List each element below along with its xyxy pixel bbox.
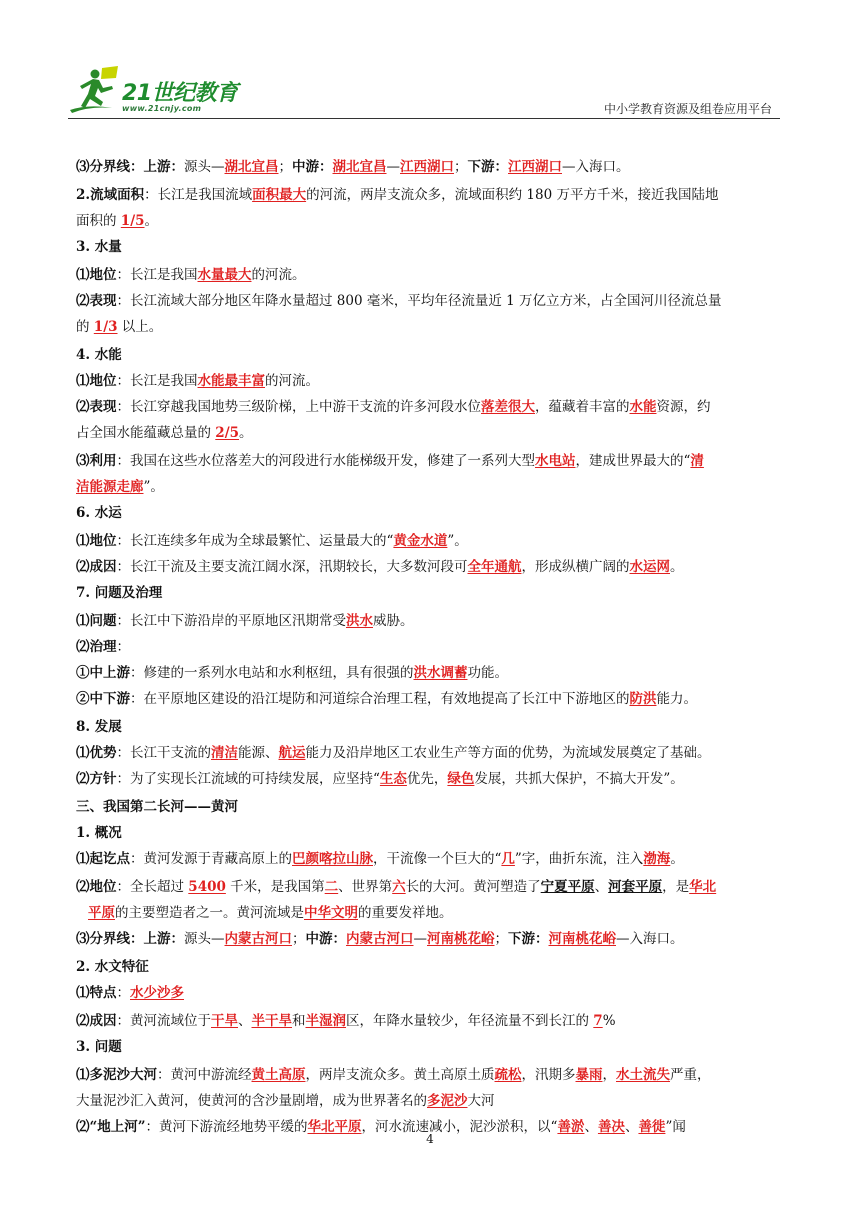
body-text: ，建成世界最大的“ [575, 453, 691, 469]
text-line [76, 582, 162, 604]
page-number: 4 [426, 1132, 434, 1146]
body-text: ： [116, 639, 130, 655]
keyword-answer: 水少沙多 [130, 985, 184, 1001]
keyword-answer: 绿色 [447, 771, 475, 787]
keyword-answer: 生态 [379, 771, 407, 787]
body-text: 和 [292, 1013, 306, 1029]
keyword-answer: 清洁 [211, 745, 238, 761]
body-text: 以上。 [117, 319, 163, 335]
text-line [76, 156, 630, 178]
body-text: 发展，共抓大保护，不搞大开发”。 [474, 771, 684, 787]
body-text: ：修建的一系列水电站和水利枢纽，具有很强的 [130, 665, 414, 681]
keyword-answer: 半湿润 [305, 1013, 346, 1029]
keyword-answer: 水量最大 [197, 267, 252, 283]
bold-label: ①中上游 [76, 665, 130, 681]
body-text: ：黄河下游流经地势平缓的 [145, 1119, 308, 1135]
bold-label: 1. 概况 [76, 825, 122, 841]
body-text: ，干流像一个巨大的“ [373, 851, 502, 867]
body-text: 千米，是我国第 [225, 879, 325, 895]
page-header [68, 58, 780, 120]
logo-url: www.21cnjy.com [122, 104, 202, 113]
text-line [76, 956, 149, 978]
runner-logo-icon [68, 64, 124, 116]
bold-label: ⑴特点 [76, 985, 117, 1001]
keyword-answer: 水运网 [629, 559, 670, 575]
keyword-answer: 1/5 [120, 213, 145, 229]
text-line [76, 264, 306, 286]
text-line [76, 848, 684, 870]
keyword-answer: 黄土高原 [251, 1067, 306, 1083]
text-line [76, 796, 238, 818]
body-text: ”字，曲折东流，注入 [514, 851, 644, 867]
keyword-answer: 黄金水道 [393, 533, 448, 549]
text-line [76, 502, 122, 524]
body-text: 能力及沿岸地区工农业生产等方面的优势，为流域发展奠定了基础。 [305, 745, 711, 761]
body-text: ”。 [447, 533, 468, 549]
bold-label: ⑴起讫点 [76, 851, 130, 867]
text-line [76, 530, 468, 552]
body-text: — [386, 159, 400, 175]
header-divider [68, 118, 780, 119]
text-line [76, 982, 184, 1004]
keyword-answer: 渤海 [643, 851, 671, 867]
text-line [76, 316, 162, 338]
keyword-answer: 干旱 [211, 1013, 238, 1029]
keyword-answer: 洪水 [346, 613, 373, 629]
body-text: —入海口。 [616, 931, 684, 947]
body-text: 的主要塑造者之一。黄河流域是 [115, 905, 304, 921]
keyword-answer: 中华文明 [304, 905, 358, 921]
body-text: 。 [670, 559, 684, 575]
body-text: ：黄河中游流经 [157, 1067, 252, 1083]
text-line [76, 1036, 122, 1058]
bold-label: ⑵表现 [76, 399, 117, 415]
body-text: 的河流，两岸支流众多，流域面积约 180 万平方千米，接近我国陆地 [306, 187, 719, 203]
body-text: ：我国在这些水位落差大的河段进行水能梯级开发，修建了一系列大型 [116, 453, 535, 469]
text-line [76, 662, 508, 684]
body-text: ； [292, 931, 306, 947]
body-text: ， [602, 1067, 616, 1083]
keyword-answer: 江西湖口 [508, 159, 562, 175]
keyword-answer: 湖北宜昌 [332, 159, 387, 175]
body-text: ：黄河发源于青藏高原上的 [130, 851, 292, 867]
keyword-answer: 善徙 [638, 1119, 666, 1135]
body-text: 、 [584, 1119, 598, 1135]
keyword-answer: 湖北宜昌 [224, 159, 279, 175]
platform-name: 中小学教育资源及组卷应用平台 [603, 102, 772, 116]
bold-label: 中游： [292, 159, 333, 175]
keyword-answer: 水电站 [535, 453, 576, 469]
body-text: 、世界第 [338, 879, 393, 895]
keyword-answer: 水能最丰富 [197, 373, 265, 389]
body-text: 占全国水能蕴藏总量的 [76, 425, 216, 441]
bold-label: ⑶分界线：上游： [76, 159, 184, 175]
keyword-answer: 水土流失 [616, 1067, 670, 1083]
keyword-answer: 多泥沙 [427, 1093, 468, 1109]
keyword-answer: 水能 [629, 399, 657, 415]
body-text: ：长江是我国 [116, 373, 198, 389]
body-text: 源头— [184, 931, 225, 947]
body-text: ：全长超过 [116, 879, 189, 895]
keyword-answer: 六 [392, 879, 406, 895]
bold-label: ⑶分界线：上游： [76, 931, 184, 947]
body-text: 的 [76, 319, 94, 335]
text-line [76, 290, 722, 312]
body-text: 。 [670, 851, 684, 867]
body-text: 。 [239, 425, 253, 441]
keyword-answer: 面积最大 [252, 187, 307, 203]
body-text: — [413, 931, 427, 947]
body-text: —入海口。 [562, 159, 630, 175]
text-line [76, 344, 122, 366]
bold-label: 8. 发展 [76, 719, 122, 735]
bold-label: ⑶利用 [76, 453, 117, 469]
body-text: ，是 [662, 879, 690, 895]
body-text: 优先， [406, 771, 448, 787]
bold-label: ②中下游 [76, 691, 130, 707]
bold-label: 4. 水能 [76, 347, 122, 363]
bold-label: 3. 水量 [76, 239, 122, 255]
text-line [76, 184, 718, 206]
body-text: ； [454, 159, 468, 175]
body-text: 、 [594, 879, 609, 895]
text-line [76, 476, 164, 498]
body-text: 、 [238, 1013, 252, 1029]
text-line [76, 928, 684, 950]
text-line [76, 556, 684, 578]
body-text: ：长江是我国 [116, 267, 198, 283]
keyword-answer: 平原 [88, 905, 115, 921]
body-text: 面积的 [76, 213, 121, 229]
body-text: 功能。 [467, 665, 508, 681]
body-text: 威胁。 [373, 613, 414, 629]
bold-label: ⑵成因 [76, 559, 117, 575]
text-line [76, 236, 122, 258]
keyword-answer: 二 [324, 879, 339, 895]
keyword-answer: 内蒙古河口 [346, 931, 414, 947]
text-line [76, 1010, 616, 1032]
keyword-answer: 河南桃花峪 [548, 931, 616, 947]
keyword-answer: 1/3 [93, 319, 118, 335]
bold-label: 下游： [467, 159, 508, 175]
bold-label: ⑴地位 [76, 267, 117, 283]
text-line [76, 768, 684, 790]
body-text: 能力。 [656, 691, 697, 707]
body-text: ：长江干支流的 [116, 745, 211, 761]
body-text: 、 [624, 1119, 639, 1135]
body-text: ，形成纵横广阔的 [521, 559, 630, 575]
text-line [76, 370, 319, 392]
bold-label: 中游： [305, 931, 346, 947]
keyword-answer: 巴颜喀拉山脉 [292, 851, 373, 867]
body-text: ：长江是我国流域 [144, 187, 253, 203]
text-line [76, 876, 716, 898]
body-text: ：在平原地区建设的沿江堤防和河道综合治理工程，有效地提高了长江中下游地区的 [130, 691, 630, 707]
body-text: % [602, 1013, 616, 1029]
text-line [76, 716, 122, 738]
body-text: ：长江连续多年成为全球最繁忙、运量最大的“ [116, 533, 394, 549]
text-line [76, 396, 711, 418]
bold-label: 2. 水文特征 [76, 959, 149, 975]
body-text: ：为了实现长江流域的可持续发展，应坚持“ [116, 771, 380, 787]
body-text: ：黄河流域位于 [116, 1013, 211, 1029]
keyword-answer: 清 [690, 453, 704, 469]
body-text: 。 [144, 213, 159, 229]
bold-label: ⑵“地上河” [76, 1119, 146, 1135]
keyword-answer: 华北 [689, 879, 717, 895]
body-text: 资源，约 [656, 399, 711, 415]
keyword-answer: 防洪 [629, 691, 657, 707]
keyword-answer: 江西湖口 [400, 159, 454, 175]
bold-label: ⑵成因 [76, 1013, 117, 1029]
body-text: 的河流。 [251, 267, 306, 283]
keyword-answer: 暴雨 [575, 1067, 603, 1083]
body-text: 严重， [670, 1067, 711, 1083]
text-line [76, 1090, 495, 1112]
underlined-term: 宁夏平原 [540, 879, 595, 895]
body-text: 源头— [184, 159, 225, 175]
keyword-answer: 5400 [188, 879, 226, 895]
bold-label: ⑴优势 [76, 745, 117, 761]
body-text: 的河流。 [265, 373, 319, 389]
keyword-answer: 航运 [278, 745, 306, 761]
body-text: ； [278, 159, 292, 175]
keyword-answer: 全年通航 [467, 559, 522, 575]
body-text: 区，年降水量较少，年径流量不到长江的 [346, 1013, 594, 1029]
keyword-answer: 内蒙古河口 [224, 931, 292, 947]
bold-label: 3. 问题 [76, 1039, 122, 1055]
keyword-answer: 善决 [597, 1119, 625, 1135]
body-text: 大量泥沙汇入黄河，使黄河的含沙量剧增，成为世界著名的 [76, 1093, 427, 1109]
body-text: ； [494, 931, 508, 947]
bold-label: 下游： [508, 931, 549, 947]
keyword-answer: 善淤 [557, 1119, 585, 1135]
body-text: ：长江中下游沿岸的平原地区汛期常受 [116, 613, 346, 629]
body-text: 长的大河。黄河塑造了 [405, 879, 541, 895]
bold-label: 7. 问题及治理 [76, 585, 163, 601]
body-text: ，汛期多 [521, 1067, 576, 1083]
text-line [76, 422, 253, 444]
body-text: ：长江干流及主要支流江阔水深，汛期较长，大多数河段可 [116, 559, 468, 575]
text-line [76, 822, 122, 844]
text-line [88, 902, 453, 924]
keyword-answer: 落差很大 [481, 399, 535, 415]
bold-label: ⑵方针 [76, 771, 117, 787]
keyword-answer: 洁能源走廊 [76, 479, 144, 495]
text-line [76, 636, 130, 658]
body-text: ”。 [143, 479, 164, 495]
body-text: ”闻 [665, 1119, 686, 1135]
bold-label: 2.流域面积 [76, 187, 145, 203]
text-line [76, 450, 704, 472]
logo-text: 21世纪教育 [122, 81, 238, 106]
bold-label: ⑵表现 [76, 293, 117, 309]
text-line [76, 210, 158, 232]
underlined-term: 河套平原 [608, 879, 663, 895]
keyword-answer: 几 [501, 851, 515, 867]
body-text: 能源、 [238, 745, 279, 761]
keyword-answer: 河南桃花峪 [427, 931, 495, 947]
keyword-answer: 华北平原 [307, 1119, 362, 1135]
body-text: ：长江流域大部分地区年降水量超过 800 毫米，平均年径流量近 1 万亿立方米，占全国河川径流总量 [116, 293, 722, 309]
bold-label: ⑴问题 [76, 613, 117, 629]
bold-label: ⑴多泥沙大河 [76, 1067, 157, 1083]
logo [68, 64, 238, 116]
body-text: 大河 [467, 1093, 495, 1109]
body-text: ： [116, 985, 130, 1001]
bold-label: 三、我国第二长河——黄河 [76, 799, 238, 815]
keyword-answer: 洪水调蓄 [413, 665, 468, 681]
keyword-answer: 7 [593, 1013, 603, 1029]
text-line [76, 1064, 711, 1086]
text-line [76, 610, 414, 632]
bold-label: 6. 水运 [76, 505, 122, 521]
body-text: ：长江穿越我国地势三级阶梯，上中游干支流的许多河段水位 [116, 399, 481, 415]
bold-label: ⑵地位 [76, 879, 117, 895]
body-text: 的重要发祥地。 [358, 905, 453, 921]
body-text: ，河水流速减小，泥沙淤积，以“ [361, 1119, 558, 1135]
keyword-answer: 2/5 [215, 425, 240, 441]
body-text: ，蕴藏着丰富的 [535, 399, 630, 415]
keyword-answer: 半干旱 [251, 1013, 292, 1029]
body-text: ，两岸支流众多。黄土高原土质 [305, 1067, 495, 1083]
text-line [76, 742, 711, 764]
keyword-answer: 疏松 [494, 1067, 522, 1083]
bold-label: ⑵治理 [76, 639, 117, 655]
bold-label: ⑴地位 [76, 533, 117, 549]
text-line [76, 688, 697, 710]
bold-label: ⑴地位 [76, 373, 117, 389]
